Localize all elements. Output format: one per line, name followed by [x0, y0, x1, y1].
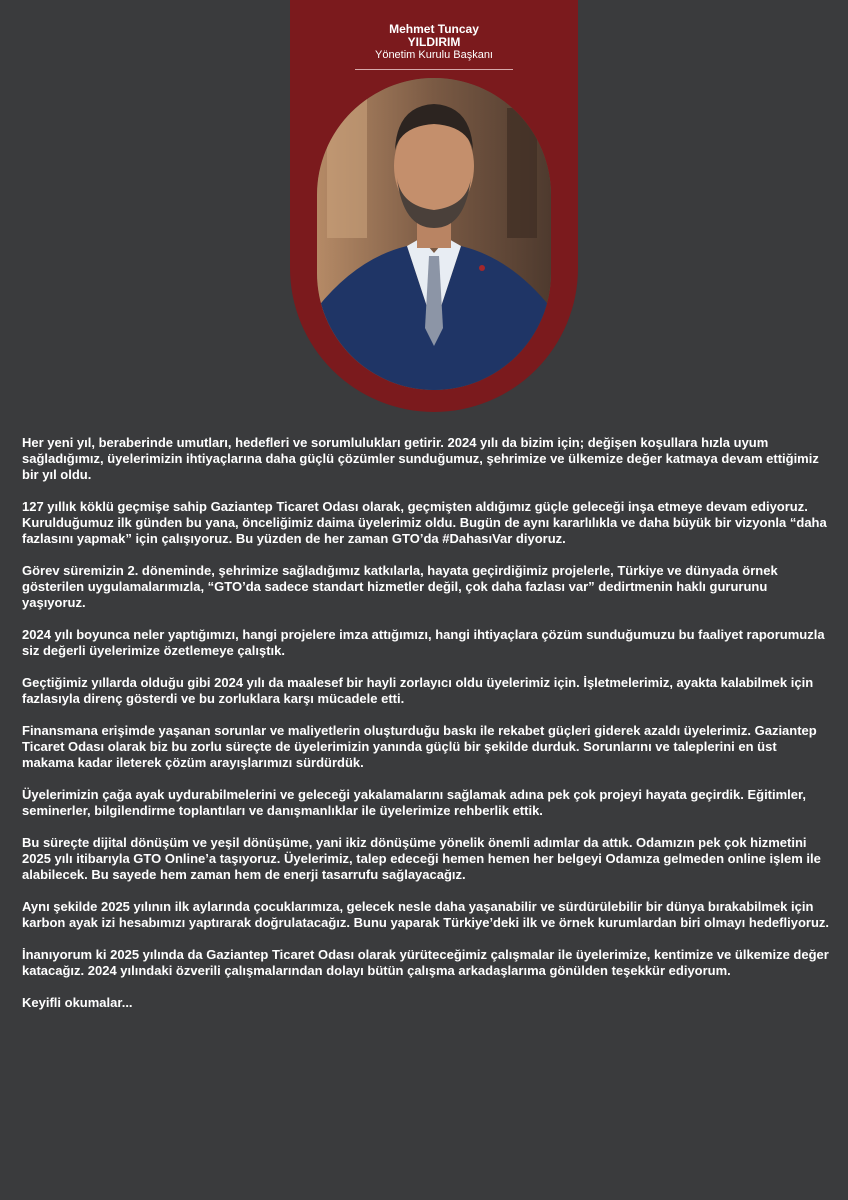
signatory-last-name: YILDIRIM [407, 35, 461, 49]
letter-paragraph: Finansmana erişimde yaşanan sorunlar ve maliyetlerin oluşturduğu baskı ile rekabet güçleri giderek azaldı üyelerimiz. Gaziantep Ticaret Odası olarak biz bu zorlu süreçte de üyelerimizin yanında güçlü bir şekilde durduk. Sorunlarını ve taleplerini en üst makama kadar ileterek çözüm arayışlarımızı sürdürdük. [22, 723, 817, 770]
signatory-first-name: Mehmet Tuncay [389, 22, 479, 36]
letter-paragraph: Her yeni yıl, beraberinde umutları, hedefleri ve sorumlulukları getirir. 2024 yılı da bizim için; değişen koşullara hızla uyum sağladığımız, üyelerimizin ihtiyaçlarına daha güçlü çözümler sunduğumuz, şehrimize ve ülkemize değer katmaya devam ettiğimiz bir yıl oldu. [22, 435, 819, 482]
signatory-block [290, 22, 578, 62]
letter-paragraph: 2024 yılı boyunca neler yaptığımızı, hangi projelere imza attığımızı, hangi ihtiyaçlara çözüm sunduğumuzu bu faaliyet raporumuzla siz değerli üyelerimize özetlemeye çalıştık. [22, 627, 825, 658]
letter-paragraph: Bu süreçte dijital dönüşüm ve yeşil dönüşüme, yani ikiz dönüşüme yönelik önemli adımlar da attık. Odamızın pek çok hizmetini 2025 yılı itibarıyla GTO Online’a taşıyoruz. Üyelerimiz, talep edeceği hemen hemen her belgeyi Odamıza gelmeden online işlem ile alabilecek. Bu sayede hem zaman hem de enerji tasarrufu sağlayacağız. [22, 835, 821, 882]
letter-paragraph: İnanıyorum ki 2025 yılında da Gaziantep Ticaret Odası olarak yürüteceğimiz çalışmalar ile üyelerimize, kentimize ve ülkemize değer katacağız. 2024 yılındaki özverili çalışmalarından dolayı bütün çalışma arkadaşlarıma gönülden teşekkür ediyorum. [22, 947, 829, 978]
letter-paragraph: 127 yıllık köklü geçmişe sahip Gaziantep Ticaret Odası olarak, geçmişten aldığımız güçle geleceği inşa etmeye devam ediyoruz. Kurulduğumuz ilk günden bu yana, önceliğimiz daima üyelerimiz oldu. Bugün de aynı kararlılıkla ve daha büyük bir vizyonla “daha fazlasını yapmak” için çalışıyoruz. Bu yüzden de her zaman GTO’da #DahasıVar diyoruz. [22, 499, 827, 546]
header-banner [290, 0, 578, 412]
letter-closing: Keyifli okumalar... [22, 995, 133, 1010]
letter-paragraph: Geçtiğimiz yıllarda olduğu gibi 2024 yılı da maalesef bir hayli zorlayıcı oldu üyelerimiz için. İşletmelerimiz, ayakta kalabilmek için fazlasıyla direnç gösterdi ve bu zorluklara karşı mücadele etti. [22, 675, 814, 706]
signatory-role: Yönetim Kurulu Başkanı [374, 49, 493, 61]
letter-paragraph: Üyelerimizin çağa ayak uydurabilmelerini ve geleceği yakalamalarını sağlamak adına pek çok projeyi hayata geçirdik. Eğitimler, seminerler, bilgilendirme toplantıları ve danışmanlıklar ile üyelerimize rehberlik ettik. [22, 787, 806, 818]
header-divider [355, 69, 513, 70]
letter-paragraph: Görev süremizin 2. döneminde, şehrimize sağladığımız katkılarla, hayata geçirdiğimiz projelerle, Türkiye ve dünyada örnek gösterilen uygulamalarımızla, “GTO’da sadece standart hizmetler değil, çok daha fazlası var” dedirtmenin haklı gururunu yaşıyoruz. [22, 563, 778, 610]
letter-paragraph: Aynı şekilde 2025 yılının ilk aylarında çocuklarımıza, gelecek nesle daha yaşanabilir ve sürdürülebilir bir dünya bırakabilmek için karbon ayak izi hesabımızı yaptırarak doğrulatacağız. Bunu yaparak Türkiye’deki ilk ve örnek kurumlardan biri olmayı hedefliyoruz. [22, 899, 829, 930]
portrait-photo [317, 78, 551, 390]
letter-body [22, 435, 830, 1027]
